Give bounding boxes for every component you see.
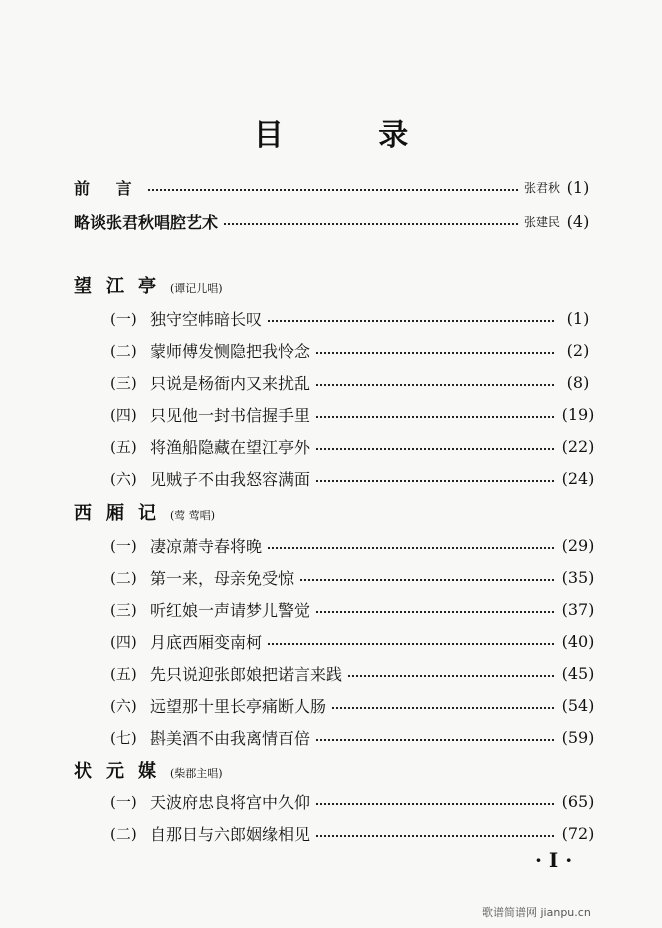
- entry-title: 天波府忠良将宫中久仰: [150, 792, 311, 812]
- entry-title: 将渔船隐藏在望江亭外: [150, 437, 311, 457]
- toc-entry: [0, 658, 662, 688]
- section-note: (柴郡主唱): [170, 767, 223, 780]
- dot-leader: [316, 384, 554, 386]
- front-item-essay: [0, 206, 662, 236]
- toc-entry: [0, 530, 662, 560]
- entry-number: (五): [110, 664, 137, 683]
- toc-entry: [0, 786, 662, 816]
- entry-number: (三): [110, 373, 137, 392]
- section-note: (莺 莺唱): [170, 509, 216, 522]
- entry-page: (45): [561, 663, 595, 683]
- dot-leader: [316, 739, 554, 741]
- entry-number: (二): [110, 824, 137, 843]
- dot-leader: [316, 835, 554, 837]
- front-item-label: 前 言: [74, 178, 142, 198]
- entry-title: 凄凉萧寺春将晚: [150, 536, 263, 556]
- dot-leader: [316, 611, 554, 613]
- toc-entry: [0, 594, 662, 624]
- entry-title: 听红娘一声请梦儿警觉: [150, 600, 311, 620]
- entry-number: (四): [110, 632, 137, 651]
- entry-title: 见贼子不由我怒容满面: [150, 469, 311, 489]
- entry-page: (29): [561, 535, 595, 555]
- entry-number: (三): [110, 600, 137, 619]
- entry-number: (四): [110, 405, 137, 424]
- entry-page: (1): [566, 308, 590, 328]
- section-heading: [74, 499, 215, 529]
- entry-page: (65): [561, 791, 595, 811]
- entry-number: (五): [110, 437, 137, 456]
- front-item-page: (1): [566, 177, 590, 197]
- entry-title: 独守空帏暗长叹: [150, 309, 263, 329]
- entry-number: (一): [110, 792, 137, 811]
- toc-entry: [0, 562, 662, 592]
- dot-leader: [332, 707, 554, 709]
- entry-page: (24): [561, 468, 595, 488]
- entry-number: (二): [110, 341, 137, 360]
- entry-page: (40): [561, 631, 595, 651]
- entry-title: 先只说迎张郎娘把诺言来践: [150, 664, 343, 684]
- entry-number: (六): [110, 696, 137, 715]
- entry-title: 斟美酒不由我离情百倍: [150, 728, 311, 748]
- watermark: 歌谱简谱网 jianpu.cn: [482, 906, 591, 919]
- front-item-author: 张建民: [523, 214, 560, 229]
- toc-entry: [0, 367, 662, 397]
- entry-number: (二): [110, 568, 137, 587]
- dot-leader: [268, 643, 554, 645]
- dot-leader: [348, 675, 554, 677]
- entry-title: 只说是杨衙内又来扰乱: [150, 373, 311, 393]
- entry-number: (一): [110, 536, 137, 555]
- dot-leader: [316, 803, 554, 805]
- toc-entry: [0, 690, 662, 720]
- entry-page: (19): [561, 404, 595, 424]
- entry-page: (54): [561, 695, 595, 715]
- entry-title: 月底西厢变南柯: [150, 632, 263, 652]
- entry-title: 远望那十里长亭痛断人肠: [150, 696, 327, 716]
- entry-page: (59): [561, 727, 595, 747]
- section-heading: [74, 272, 223, 302]
- dot-leader: [316, 352, 554, 354]
- toc-entry: [0, 463, 662, 493]
- page-number-footer: · I ·: [535, 848, 573, 872]
- entry-title: 只见他一封书信握手里: [150, 405, 311, 425]
- entry-page: (22): [561, 436, 595, 456]
- entry-title: 第一来，母亲免受惊: [150, 568, 295, 588]
- front-item-author: 张君秋: [523, 180, 560, 195]
- section-heading: [74, 757, 223, 787]
- dot-leader: [300, 579, 554, 581]
- toc-entry: [0, 818, 662, 848]
- section-title: 状元媒: [74, 761, 170, 782]
- toc-entry: [0, 399, 662, 429]
- front-item-label: 略谈张君秋唱腔艺术: [74, 212, 219, 232]
- entry-title: 自那日与六郎姻缘相见: [150, 824, 311, 844]
- dot-leader: [316, 416, 554, 418]
- section-title: 西厢记: [74, 503, 170, 524]
- dot-leader: [148, 189, 518, 191]
- toc-entry: [0, 431, 662, 461]
- entry-page: (8): [566, 372, 590, 392]
- toc-entry: [0, 722, 662, 752]
- entry-number: (七): [110, 728, 137, 747]
- dot-leader: [268, 320, 554, 322]
- toc-entry: [0, 335, 662, 365]
- entry-number: (一): [110, 309, 137, 328]
- dot-leader: [268, 547, 554, 549]
- page-title: 目 录: [253, 118, 451, 153]
- section-note: (谭记儿唱): [170, 282, 223, 295]
- toc-entry: [0, 303, 662, 333]
- section-title: 望江亭: [74, 276, 170, 297]
- entry-page: (2): [566, 340, 590, 360]
- entry-page: (37): [561, 599, 595, 619]
- entry-page: (72): [561, 823, 595, 843]
- entry-title: 蒙师傅发恻隐把我怜念: [150, 341, 311, 361]
- toc-entry: [0, 626, 662, 656]
- front-item-page: (4): [566, 211, 590, 231]
- dot-leader: [224, 223, 518, 225]
- entry-number: (六): [110, 469, 137, 488]
- dot-leader: [316, 480, 554, 482]
- dot-leader: [316, 448, 554, 450]
- entry-page: (35): [561, 567, 595, 587]
- front-item-preface: [0, 172, 662, 202]
